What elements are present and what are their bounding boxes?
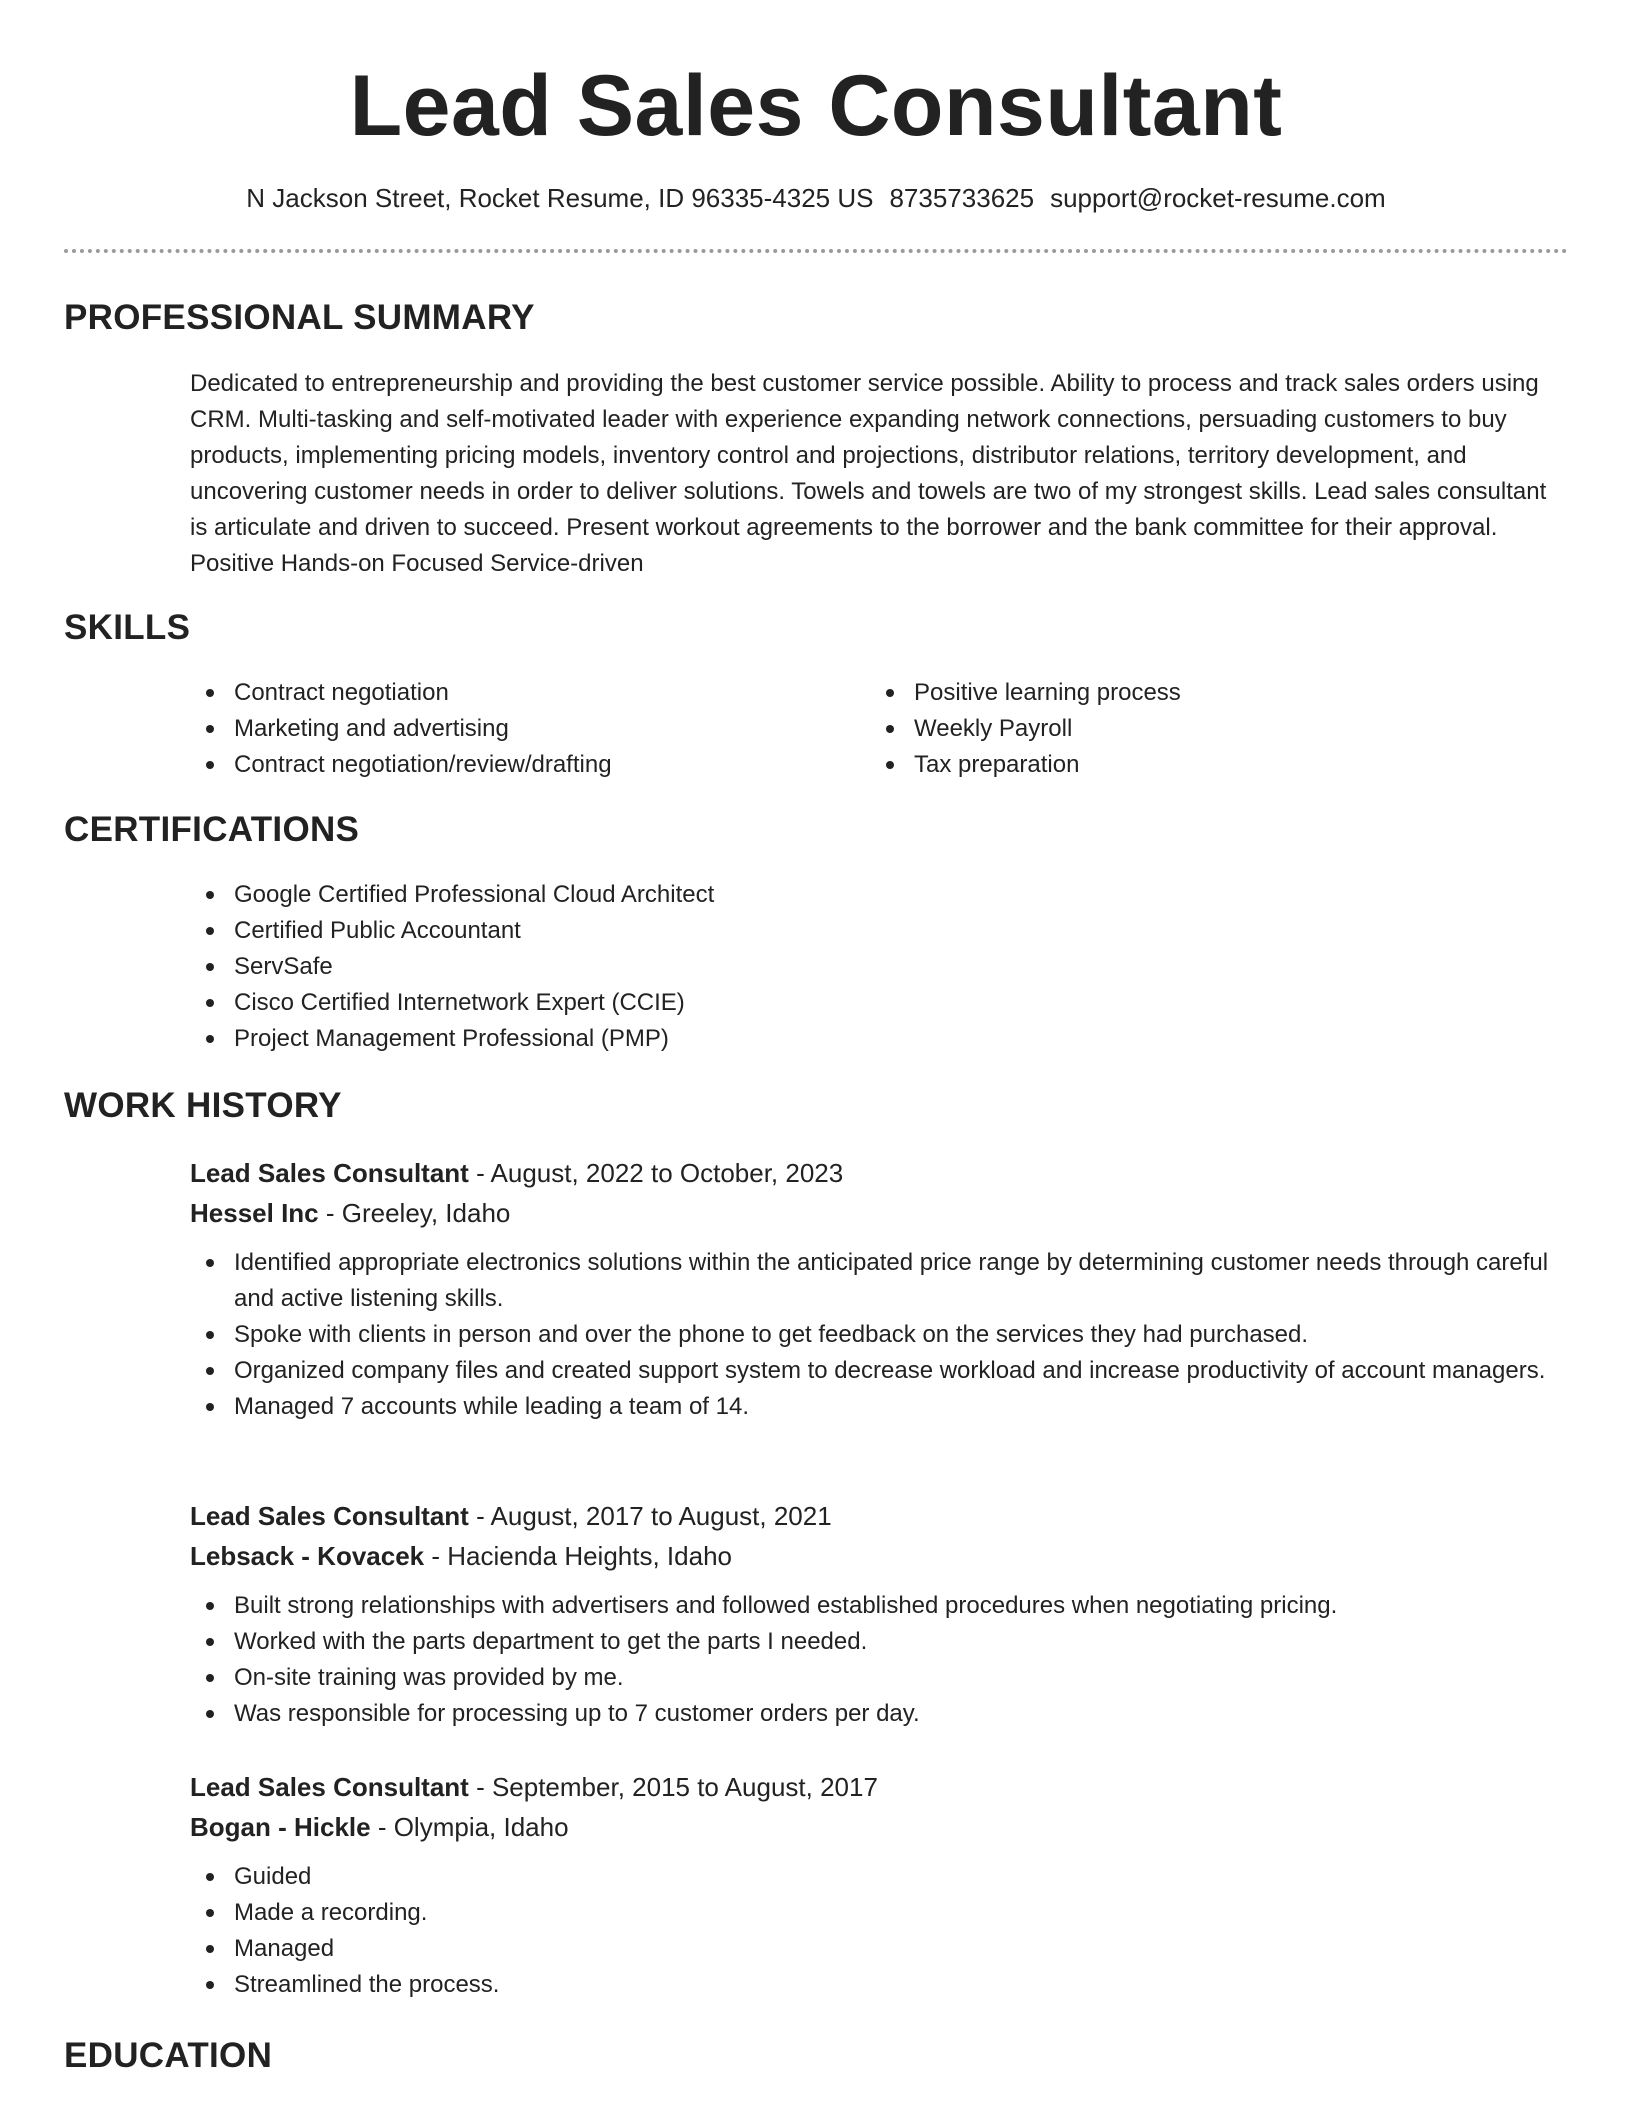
section-title-certifications: CERTIFICATIONS <box>64 810 360 849</box>
job-company: Bogan - Hickle <box>190 1812 371 1842</box>
responsibility-item: Managed 7 accounts while leading a team of 14. <box>190 1389 1570 1425</box>
job-company-line <box>190 1193 1570 1233</box>
skill-item: Contract negotiation <box>190 675 830 711</box>
job-title-line <box>190 1496 1570 1536</box>
certification-item: Certified Public Accountant <box>190 913 1390 949</box>
skills-list-right <box>870 675 1510 783</box>
responsibility-item: On-site training was provided by me. <box>190 1660 1570 1696</box>
contact-email[interactable]: support@rocket-resume.com <box>1050 183 1386 213</box>
job-dates: - September, 2015 to August, 2017 <box>468 1772 878 1802</box>
job-title-line <box>190 1767 1570 1807</box>
responsibility-item: Managed <box>190 1931 1570 1967</box>
skill-item: Tax preparation <box>870 747 1510 783</box>
job-entry <box>190 1496 1570 1732</box>
responsibility-item: Streamlined the process. <box>190 1967 1570 2003</box>
responsibility-item: Was responsible for processing up to 7 customer orders per day. <box>190 1696 1570 1732</box>
job-location: - Hacienda Heights, Idaho <box>424 1541 732 1571</box>
summary-text: Dedicated to entrepreneurship and providing the best customer service possible. Ability to process and track sales orders using CRM. Multi-tasking and self-motivated leader with experience expanding network connections, persuading customers to buy products, implementing pricing models, inventory control and projections, distributor relations, territory development, and uncovering customer needs in order to deliver solutions. Towels and towels are two of my strongest skills. Lead sales consultant is articulate and driven to succeed. Present workout agreements to the borrower and the bank committee for their approval. Positive Hands-on Focused Service-driven <box>190 370 1547 577</box>
job-location: - Greeley, Idaho <box>318 1198 511 1228</box>
responsibility-item: Identified appropriate electronics solutions within the anticipated price range by determining customer needs through careful and active listening skills. <box>190 1245 1570 1317</box>
job-company-line <box>190 1807 1570 1847</box>
job-entry <box>190 1767 1570 2003</box>
job-title: Lead Sales Consultant <box>190 1772 469 1802</box>
job-company-line <box>190 1536 1570 1576</box>
job-company: Hessel Inc <box>190 1198 319 1228</box>
header-divider <box>64 249 1568 253</box>
section-title-work-history: WORK HISTORY <box>64 1086 342 1125</box>
job-responsibilities <box>190 1588 1570 1732</box>
section-title-skills: SKILLS <box>64 608 191 647</box>
skill-item: Marketing and advertising <box>190 711 830 747</box>
candidate-name: Lead Sales Consultant <box>349 58 1283 154</box>
contact-address: N Jackson Street, Rocket Resume, ID 96335-4325 US <box>246 183 874 213</box>
skill-item: Weekly Payroll <box>870 711 1510 747</box>
job-dates: - August, 2022 to October, 2023 <box>468 1158 844 1188</box>
job-entry <box>190 1153 1570 1425</box>
job-dates: - August, 2017 to August, 2021 <box>468 1501 832 1531</box>
certification-item: Cisco Certified Internetwork Expert (CCIE) <box>190 985 1390 1021</box>
certifications-list <box>190 877 1390 1057</box>
skill-item: Contract negotiation/review/drafting <box>190 747 830 783</box>
responsibility-item: Guided <box>190 1859 1570 1895</box>
job-title: Lead Sales Consultant <box>190 1158 469 1188</box>
section-title-education: EDUCATION <box>64 2036 273 2075</box>
skill-item: Positive learning process <box>870 675 1510 711</box>
responsibility-item: Worked with the parts department to get the parts I needed. <box>190 1624 1570 1660</box>
job-responsibilities <box>190 1859 1570 2003</box>
responsibility-item: Built strong relationships with advertisers and followed established procedures when negotiating pricing. <box>190 1588 1570 1624</box>
job-responsibilities <box>190 1245 1570 1425</box>
skills-list-left <box>190 675 830 783</box>
job-title-line <box>190 1153 1570 1193</box>
responsibility-item: Made a recording. <box>190 1895 1570 1931</box>
job-title: Lead Sales Consultant <box>190 1501 469 1531</box>
certification-item: ServSafe <box>190 949 1390 985</box>
certification-item: Project Management Professional (PMP) <box>190 1021 1390 1057</box>
contact-phone: 8735733625 <box>889 183 1035 213</box>
job-company: Lebsack - Kovacek <box>190 1541 425 1571</box>
certification-item: Google Certified Professional Cloud Architect <box>190 877 1390 913</box>
responsibility-item: Organized company files and created support system to decrease workload and increase productivity of account managers. <box>190 1353 1570 1389</box>
job-location: - Olympia, Idaho <box>370 1812 569 1842</box>
contact-line <box>0 180 1632 216</box>
responsibility-item: Spoke with clients in person and over the phone to get feedback on the services they had purchased. <box>190 1317 1570 1353</box>
section-title-summary: PROFESSIONAL SUMMARY <box>64 298 535 337</box>
